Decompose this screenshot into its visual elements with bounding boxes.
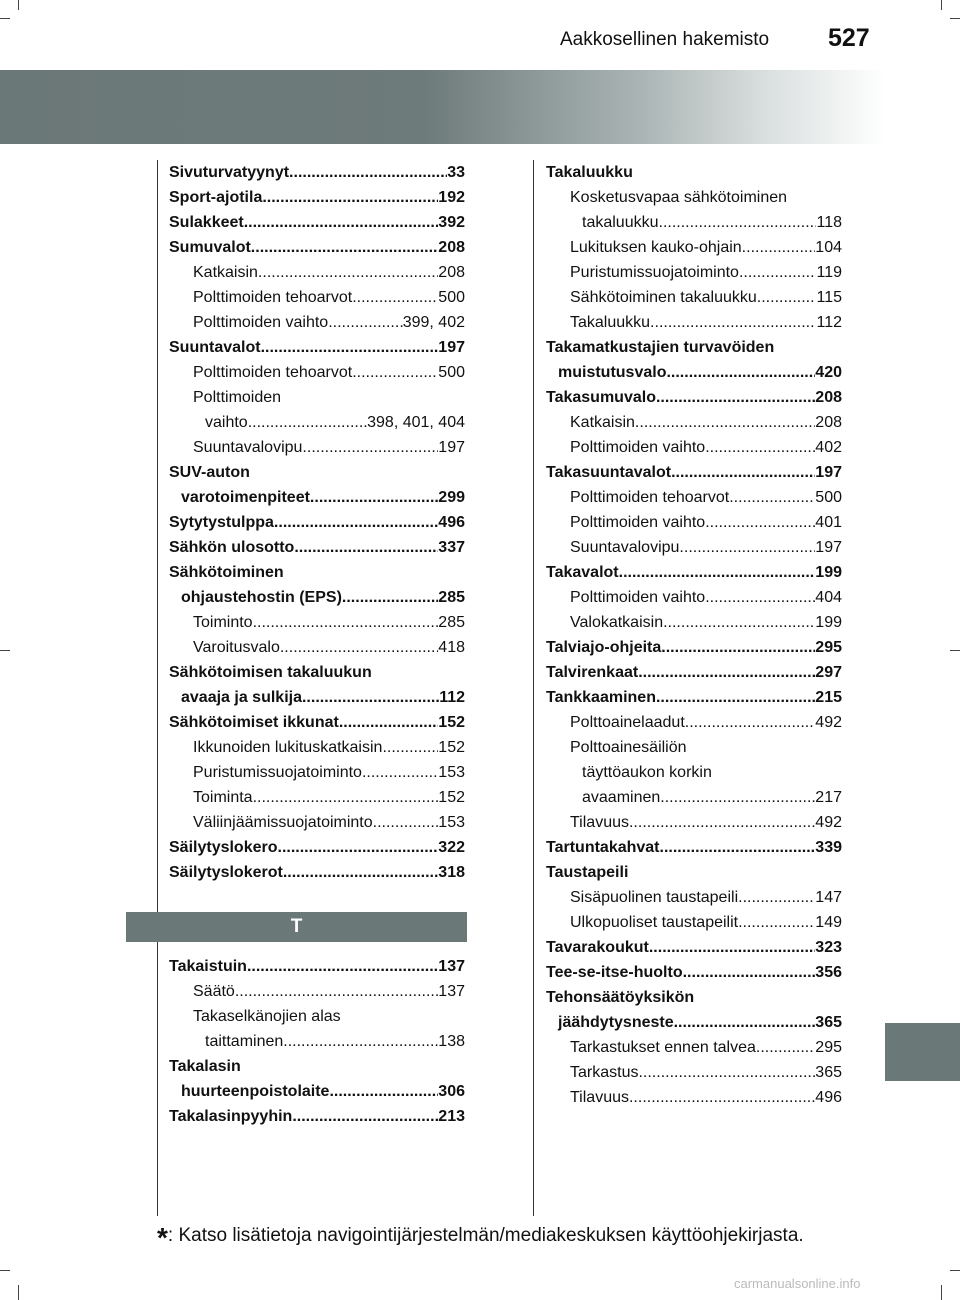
index-entry-page[interactable]: 217 (815, 789, 842, 806)
index-entry (169, 535, 465, 560)
index-entry-label: Taustapeili (546, 864, 629, 881)
crop-mark (950, 18, 960, 19)
index-entry-page[interactable]: 297 (815, 664, 842, 681)
index-entry-label: Tankkaaminen (546, 689, 656, 706)
index-entry (546, 660, 842, 685)
index-entry (169, 460, 465, 485)
index-entry-label: Toiminta (193, 789, 253, 806)
index-entry-page[interactable]: 500 (438, 364, 465, 381)
index-entry-page[interactable]: 152 (438, 714, 465, 731)
index-entry (169, 335, 465, 360)
leader-dots (738, 885, 815, 910)
leader-dots (757, 285, 817, 310)
index-entry-label: Valokatkaisin (570, 614, 664, 631)
index-entry-label: Sähkötoiminen (169, 564, 284, 581)
index-entry (169, 560, 465, 585)
page-header-title: Aakkosellinen hakemisto (560, 29, 770, 50)
index-entry-page[interactable]: 404 (815, 589, 842, 606)
index-entry-label: Sumuvalot (169, 239, 251, 256)
crop-mark (18, 1285, 19, 1300)
leader-dots (671, 460, 815, 485)
leader-dots (244, 210, 439, 235)
index-entry-label: muistutusvalo (558, 364, 667, 381)
index-entry-label: Polttimoiden vaihto (570, 439, 706, 456)
index-entry-label: Ulkopuoliset taustapeilit (570, 914, 739, 931)
index-entry-page[interactable]: 208 (438, 239, 465, 256)
leader-dots (679, 535, 815, 560)
index-entry-page[interactable]: 492 (815, 814, 842, 831)
index-entry (169, 310, 465, 335)
leader-dots (382, 735, 438, 760)
index-entry-page[interactable]: 197 (438, 439, 465, 456)
index-entry (546, 885, 842, 910)
index-entry-page[interactable]: 285 (438, 614, 465, 631)
index-entry-page[interactable]: 208 (815, 414, 842, 431)
index-entry (169, 810, 465, 835)
leader-dots (329, 1079, 438, 1104)
index-entry-label: ohjaustehostin (EPS) (181, 589, 342, 606)
index-entry (546, 1035, 842, 1060)
index-entry-label: Sulakkeet (169, 214, 244, 231)
index-entry-label: Polttimoiden tehoarvot (193, 364, 353, 381)
index-entry (546, 835, 842, 860)
index-entry-label: Polttimoiden vaihto (193, 314, 329, 331)
leader-dots (619, 560, 816, 585)
leader-dots (638, 1060, 815, 1085)
leader-dots (274, 510, 438, 535)
index-entry-page[interactable]: 365 (815, 1014, 842, 1031)
index-entry-page[interactable]: 149 (815, 914, 842, 931)
index-entry (546, 310, 842, 335)
index-entry-label: Sähkötoiminen takaluukku (570, 289, 757, 306)
index-entry-label: Toiminto (193, 614, 253, 631)
index-entry-label: Tehonsäätöyksikön (546, 989, 695, 1006)
index-entry (169, 785, 465, 810)
index-entry-label: Takaselkänojien alas (193, 1008, 341, 1025)
index-entry-page[interactable]: 118 (816, 214, 842, 231)
leader-dots (362, 760, 438, 785)
index-entry-label: Kosketusvapaa sähkötoiminen (570, 189, 788, 206)
index-entry-page[interactable]: 33 (447, 164, 465, 181)
crop-mark (941, 0, 942, 10)
header-banner (0, 70, 885, 144)
index-entry (546, 785, 842, 810)
leader-dots (261, 335, 439, 360)
index-entry-label: Polttimoiden tehoarvot (570, 489, 730, 506)
index-entry (546, 560, 842, 585)
index-entry (546, 635, 842, 660)
index-entry (546, 335, 842, 360)
index-entry (546, 360, 842, 385)
leader-dots (756, 1035, 815, 1060)
leader-dots (656, 685, 815, 710)
index-entry (169, 235, 465, 260)
index-entry-page[interactable]: 152 (438, 789, 465, 806)
index-entry-page[interactable]: 418 (438, 639, 465, 656)
index-entry (169, 1029, 465, 1054)
crop-mark (0, 1270, 10, 1271)
leader-dots (705, 510, 815, 535)
index-entry (169, 610, 465, 635)
leader-dots (328, 310, 403, 335)
index-entry (169, 685, 465, 710)
leader-dots (739, 260, 817, 285)
crop-mark (950, 650, 960, 651)
index-entry-label: Tilavuus (570, 814, 629, 831)
index-entry-page[interactable]: 147 (815, 889, 842, 906)
leader-dots (352, 285, 438, 310)
index-entry (169, 979, 465, 1004)
page-number: 527 (828, 24, 870, 52)
index-entry-page[interactable]: 306 (438, 1083, 465, 1100)
index-entry-label: Talvirenkaat (546, 664, 639, 681)
leader-dots (705, 435, 815, 460)
index-entry-page[interactable]: 356 (815, 964, 842, 981)
index-entry-label: Lukituksen kauko-ohjain (570, 239, 742, 256)
index-entry (546, 1085, 842, 1110)
index-entry (546, 910, 842, 935)
index-entry-label: Polttoainelaadut (570, 714, 685, 731)
index-entry (546, 685, 842, 710)
index-entry-page[interactable]: 337 (438, 539, 465, 556)
index-entry-page[interactable]: 496 (815, 1089, 842, 1106)
index-entry-label: Puristumissuojatoiminto (570, 264, 739, 281)
leader-dots (247, 954, 438, 979)
index-entry-label: Sytytystulppa (169, 514, 274, 531)
index-entry (169, 835, 465, 860)
index-column-right (546, 160, 842, 1110)
index-entry-page[interactable]: 323 (815, 939, 842, 956)
index-entry-page[interactable]: 112 (439, 689, 465, 706)
watermark: carmanualsonline.info (734, 1276, 861, 1291)
center-column-rule (533, 160, 534, 1216)
leader-dots (283, 860, 438, 885)
index-entry (169, 360, 465, 385)
index-entry-page[interactable]: 197 (815, 464, 842, 481)
index-entry (546, 735, 842, 760)
index-entry-page[interactable]: 208 (815, 389, 842, 406)
index-entry-label: Polttoainesäiliön (570, 739, 687, 756)
index-entry-page[interactable]: 199 (815, 614, 842, 631)
index-entry (546, 460, 842, 485)
leader-dots (339, 710, 438, 735)
leader-dots (674, 1010, 816, 1035)
index-entry-label: Takamatkustajien turvavöiden (546, 339, 775, 356)
index-entry-page[interactable]: 197 (438, 339, 465, 356)
index-entry-label: Takaistuin (169, 958, 247, 975)
index-entry (546, 510, 842, 535)
leader-dots (235, 979, 438, 1004)
crop-mark (0, 650, 10, 651)
index-entry-page[interactable]: 492 (815, 714, 842, 731)
index-entry-page[interactable]: 153 (438, 814, 465, 831)
leader-dots (705, 585, 815, 610)
index-entry-label: Takalasin (169, 1058, 241, 1075)
index-entry (169, 710, 465, 735)
index-entry (546, 960, 842, 985)
index-entry-page[interactable]: 398, 401, 404 (367, 414, 465, 431)
index-entry (546, 935, 842, 960)
index-entry (546, 210, 842, 235)
index-entry-label: Sivuturvatyynyt (169, 164, 290, 181)
index-entry (546, 860, 842, 885)
index-entry-label: Tee-se-itse-huolto (546, 964, 683, 981)
index-entry (169, 185, 465, 210)
index-entry (169, 735, 465, 760)
index-entry-label: Polttimoiden vaihto (570, 514, 706, 531)
leader-dots (342, 585, 438, 610)
leader-dots (635, 410, 815, 435)
leader-dots (656, 385, 815, 410)
index-entry (169, 285, 465, 310)
index-entry-label: Takasumuvalo (546, 389, 656, 406)
leader-dots (352, 360, 438, 385)
index-entry-page[interactable]: 500 (438, 289, 465, 306)
index-entry (546, 285, 842, 310)
leader-dots (660, 785, 815, 810)
leader-dots (660, 835, 816, 860)
leader-dots (663, 610, 815, 635)
index-entry-page[interactable]: 192 (438, 189, 465, 206)
leader-dots (629, 1085, 815, 1110)
leader-dots (729, 485, 815, 510)
index-entry-page[interactable]: 299 (438, 489, 465, 506)
index-entry (546, 435, 842, 460)
index-entry-label: takaluukku (582, 214, 659, 231)
index-entry (169, 435, 465, 460)
footnote-marker: * (157, 1222, 168, 1253)
index-entry (546, 585, 842, 610)
index-entry-page[interactable]: 322 (438, 839, 465, 856)
leader-dots (251, 235, 439, 260)
index-entry (546, 260, 842, 285)
index-entry-label: Takasuuntavalot (546, 464, 672, 481)
index-entry-label: Polttimoiden vaihto (570, 589, 706, 606)
index-entry-label: varotoimenpiteet (181, 489, 310, 506)
index-entry-page[interactable]: 392 (438, 214, 465, 231)
leader-dots (248, 410, 367, 435)
index-entry (169, 1004, 465, 1029)
index-entry-label: Säätö (193, 983, 235, 1000)
index-entry-label: SUV-auton (169, 464, 250, 481)
index-entry-page[interactable]: 153 (438, 764, 465, 781)
index-entry (546, 485, 842, 510)
thumb-index-tab (885, 1023, 960, 1081)
footnote-text: : Katso lisätietoja navigointijärjestelmän/mediakeskuksen käyttöohjekirjasta. (167, 1225, 804, 1246)
index-entry-label: Tartuntakahvat (546, 839, 660, 856)
index-entry (546, 1060, 842, 1085)
index-entry-label: Tavarakoukut (546, 939, 649, 956)
index-entry (169, 210, 465, 235)
index-entry-page[interactable]: 496 (438, 514, 465, 531)
leader-dots (258, 260, 438, 285)
crop-mark (941, 1285, 942, 1300)
index-entry-page[interactable]: 295 (815, 639, 842, 656)
index-entry (169, 385, 465, 410)
index-entry-label: täyttöaukon korkin (582, 764, 712, 781)
index-column-left (169, 160, 465, 1129)
index-entry-label: avaaminen (582, 789, 661, 806)
index-entry-label: Suuntavalot (169, 339, 261, 356)
index-entry (546, 385, 842, 410)
index-entry-label: Sähkön ulosotto (169, 539, 295, 556)
leader-dots (666, 360, 815, 385)
index-entry-page[interactable]: 112 (816, 314, 842, 331)
index-entry (546, 185, 842, 210)
index-entry (546, 410, 842, 435)
index-entry-label: vaihto (205, 414, 248, 431)
index-entry-page[interactable]: 119 (816, 264, 842, 281)
footnote (157, 1222, 804, 1254)
index-list-t (169, 954, 465, 1129)
index-entry-page[interactable]: 137 (438, 983, 465, 1000)
index-entry-label: Ikkunoiden lukituskatkaisin (193, 739, 383, 756)
index-entry-label: Takaluukku (546, 164, 633, 181)
left-column-rule (157, 160, 158, 1216)
leader-dots (289, 160, 447, 185)
crop-mark (950, 1270, 960, 1271)
index-entry (169, 1079, 465, 1104)
section-letter-bar: T (126, 912, 467, 942)
index-entry-page[interactable]: 420 (815, 364, 842, 381)
index-entry-label: Katkaisin (570, 414, 635, 431)
index-entry (169, 510, 465, 535)
index-entry (546, 985, 842, 1010)
index-entry-label: Tilavuus (570, 1089, 629, 1106)
leader-dots (683, 960, 816, 985)
leader-dots (294, 535, 438, 560)
index-entry-page[interactable]: 208 (438, 264, 465, 281)
index-entry-page[interactable]: 215 (815, 689, 842, 706)
index-entry-page[interactable]: 104 (815, 239, 842, 256)
index-entry-label: Takalasinpyyhin (169, 1108, 293, 1125)
index-entry (169, 860, 465, 885)
leader-dots (278, 835, 439, 860)
index-entry (169, 410, 465, 435)
leader-dots (659, 210, 817, 235)
leader-dots (280, 635, 438, 660)
leader-dots (638, 660, 815, 685)
index-entry (546, 235, 842, 260)
index-entry-label: Varoitusvalo (193, 639, 280, 656)
index-entry (546, 610, 842, 635)
leader-dots (310, 485, 438, 510)
leader-dots (650, 310, 816, 335)
index-entry-page[interactable]: 137 (438, 958, 465, 975)
index-entry-label: Talviajo-ohjeita (546, 639, 662, 656)
index-list-s (169, 160, 465, 885)
index-entry-label: Sähkötoimisen takaluukun (169, 664, 372, 681)
index-entry (546, 160, 842, 185)
index-entry (169, 635, 465, 660)
index-entry-label: Polttimoiden tehoarvot (193, 289, 353, 306)
index-entry-label: Takaluukku (570, 314, 651, 331)
index-entry (169, 1054, 465, 1079)
index-entry-page[interactable]: 399, 402 (402, 314, 465, 331)
index-entry-page[interactable]: 115 (816, 289, 842, 306)
index-entry-page[interactable]: 401 (815, 514, 842, 531)
index-entry (169, 760, 465, 785)
index-entry (169, 954, 465, 979)
index-entry-page[interactable]: 199 (815, 564, 842, 581)
leader-dots (738, 910, 815, 935)
index-entry-label: taittaminen (205, 1033, 284, 1050)
crop-mark (18, 0, 19, 10)
index-entry (546, 1010, 842, 1035)
index-entry-page[interactable]: 152 (438, 739, 465, 756)
leader-dots (283, 1029, 438, 1054)
index-entry-page[interactable]: 295 (815, 1039, 842, 1056)
index-entry (546, 710, 842, 735)
leader-dots (742, 235, 816, 260)
index-entry-label: Tarkastus (570, 1064, 639, 1081)
index-entry (169, 260, 465, 285)
index-entry (169, 585, 465, 610)
index-entry-label: Säilytyslokero (169, 839, 278, 856)
index-entry-page[interactable]: 285 (438, 589, 465, 606)
leader-dots (373, 810, 439, 835)
index-entry-label: Puristumissuojatoiminto (193, 764, 362, 781)
index-entry-page[interactable]: 402 (815, 439, 842, 456)
index-entry-page[interactable]: 500 (815, 489, 842, 506)
index-entry-label: Polttimoiden (193, 389, 282, 406)
leader-dots (661, 635, 815, 660)
index-entry (546, 810, 842, 835)
index-entry-label: Takavalot (546, 564, 619, 581)
index-entry-label: Tarkastukset ennen talvea (570, 1039, 756, 1056)
index-entry (169, 660, 465, 685)
index-entry-label: Sähkötoimiset ikkunat (169, 714, 339, 731)
index-entry-page[interactable]: 318 (438, 864, 465, 881)
index-entry-page[interactable]: 138 (438, 1033, 465, 1050)
index-entry (546, 535, 842, 560)
index-entry-page[interactable]: 339 (815, 839, 842, 856)
index-list-t-continued (546, 160, 842, 1110)
leader-dots (302, 435, 438, 460)
index-entry-page[interactable]: 213 (438, 1108, 465, 1125)
leader-dots (253, 610, 439, 635)
index-entry (169, 160, 465, 185)
index-entry-label: Sisäpuolinen taustapeili (570, 889, 739, 906)
crop-mark (0, 18, 10, 19)
leader-dots (253, 785, 439, 810)
index-entry-label: Katkaisin (193, 264, 258, 281)
index-entry-label: huurteenpoistolaite (181, 1083, 330, 1100)
index-entry-label: avaaja ja sulkija (181, 689, 302, 706)
index-entry (169, 1104, 465, 1129)
index-entry (546, 760, 842, 785)
index-entry-page[interactable]: 197 (815, 539, 842, 556)
index-entry-label: Väliinjäämissuojatoiminto (193, 814, 373, 831)
index-entry-label: Säilytyslokerot (169, 864, 283, 881)
leader-dots (629, 810, 815, 835)
index-entry (169, 485, 465, 510)
index-entry-label: Suuntavalovipu (193, 439, 303, 456)
leader-dots (685, 710, 816, 735)
leader-dots (262, 185, 438, 210)
leader-dots (649, 935, 815, 960)
index-entry-label: Suuntavalovipu (570, 539, 680, 556)
leader-dots (292, 1104, 438, 1129)
index-entry-label: jäähdytysneste (558, 1014, 674, 1031)
index-entry-page[interactable]: 365 (815, 1064, 842, 1081)
leader-dots (302, 685, 439, 710)
index-entry-label: Sport-ajotila (169, 189, 263, 206)
